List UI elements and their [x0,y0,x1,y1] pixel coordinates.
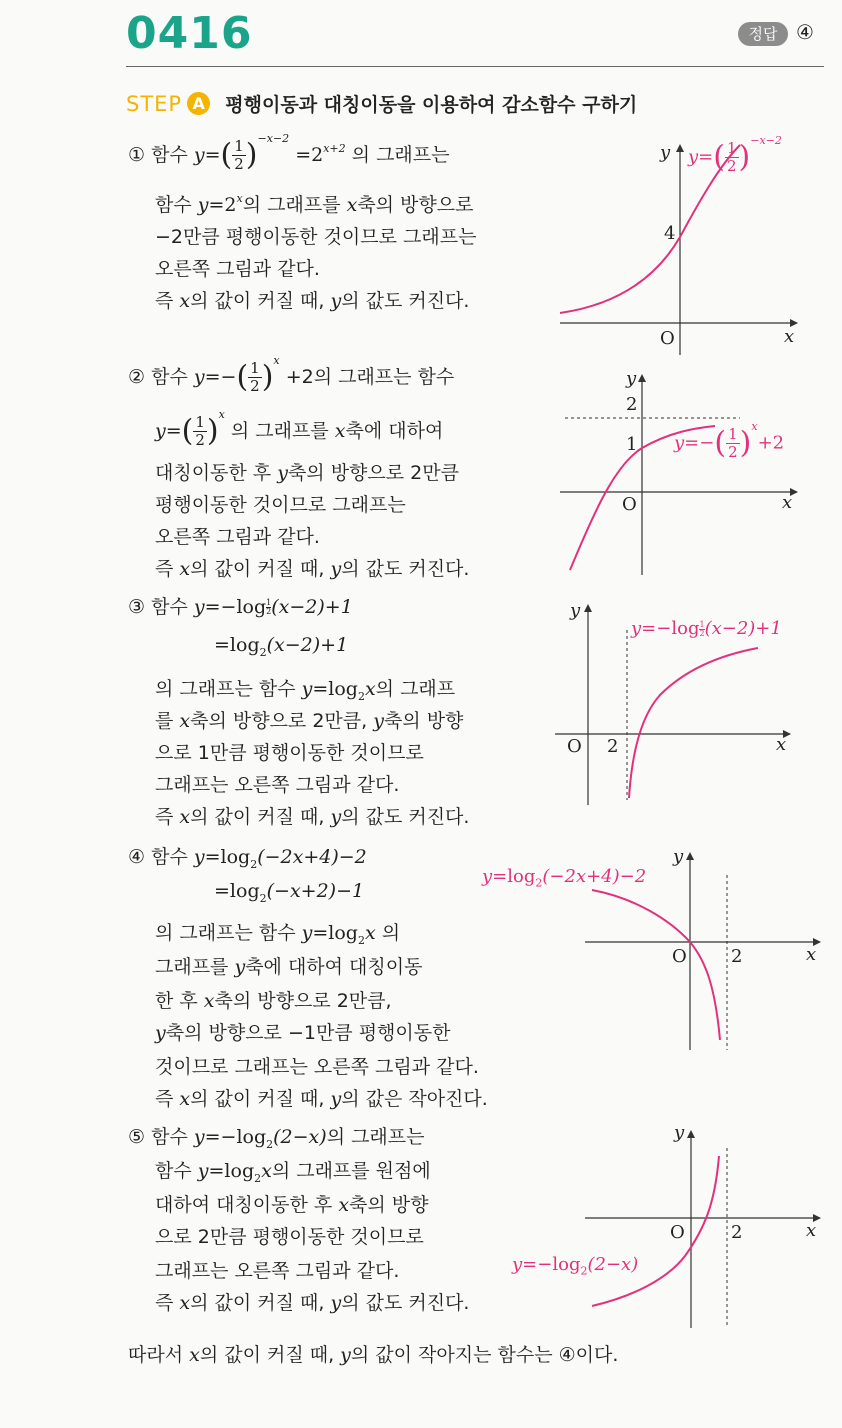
graph5-curve [592,1156,719,1306]
item4-line2: $=\log_2(-x+2)-1$ [214,880,365,905]
item2-line6: 즉 x의 값이 커질 때, y의 값도 커진다. [155,558,470,580]
g3-x-label: x [776,734,787,755]
item3-line5: 으로 1만큼 평행이동한 것이므로 [155,742,424,764]
g1-equation: y=( $\frac{1}{2}$ )$^{-x-2}$ [688,133,782,175]
g4-tick-2: 2 [731,946,743,967]
graph4-curve [592,890,720,1040]
item3-line7: 즉 x의 값이 커질 때, y의 값도 커진다. [155,806,470,828]
g4-x-label: x [806,944,817,965]
g5-origin: O [670,1222,685,1243]
item1-line1: ① 함수 y=( $\frac{1}{2}$ )$^{-x-2} =2^{x+2}$ 의 그래프는 [128,131,450,173]
g4-origin: O [672,946,687,967]
g5-tick-2: 2 [731,1222,743,1243]
g1-tick-4: 4 [664,223,676,244]
item5-line4: 으로 2만큼 평행이동한 것이므로 [155,1226,424,1248]
item2-line2: y=( $\frac{1}{2}$ )$^x$ 의 그래프를 x축에 대하여 [155,407,444,449]
conclusion: 따라서 x의 값이 커질 때, y의 값이 작아지는 함수는 ④이다. [128,1344,619,1366]
item4-line6: y축의 방향으로 −1만큼 평행이동한 [155,1022,451,1044]
g4-y-label: y [673,846,684,867]
g2-x-label: x [782,492,793,513]
item3-line2: $=\log_2(x-2)+1$ [214,634,349,659]
g3-origin: O [567,736,582,757]
g5-y-label: y [674,1122,685,1143]
g5-x-label: x [806,1220,817,1241]
step-heading [126,90,637,117]
item2-line5: 오른쪽 그림과 같다. [155,526,320,548]
g1-x-label: x [784,326,795,347]
graph-2 [555,370,805,580]
item4-line8: 즉 x의 값이 커질 때, y의 값은 작아진다. [155,1088,488,1110]
item1-line5: 즉 x의 값이 커질 때, y의 값도 커진다. [155,290,470,312]
item5-line5: 그래프는 오른쪽 그림과 같다. [155,1260,400,1282]
g2-y-label: y [626,368,637,389]
g2-tick-1: 1 [626,434,638,455]
item5-line3: 대하여 대칭이동한 후 x축의 방향 [155,1194,429,1216]
g4-equation: $y=\log_2(-2x+4)-2$ [482,866,647,890]
g1-origin: O [660,328,675,349]
answer-value: ④ [796,20,814,44]
item2-line4: 평행이동한 것이므로 그래프는 [155,494,406,516]
item4-line5: 한 후 x축의 방향으로 2만큼, [155,990,392,1012]
item3-line4: 를 x축의 방향으로 2만큼, y축의 방향 [155,710,464,732]
graph3-curve [629,648,758,798]
graph-5 [580,1128,825,1333]
g5-equation: $y=-\log_2(2-x)$ [512,1254,639,1278]
g1-y-label: y [660,142,671,163]
g3-equation: y=−log $\frac{1}{2}$ (x−2)+1 [631,618,782,639]
item5-line6: 즉 x의 값이 커질 때, y의 값도 커진다. [155,1292,470,1314]
g2-origin: O [622,494,637,515]
item3-line3: 의 그래프는 함수 $y=\log_2x$의 그래프 [155,678,456,703]
g3-y-label: y [570,600,581,621]
step-badge: A [187,92,210,115]
item5-line1: ⑤ 함수 $y=-\log_2(2-x)$의 그래프는 [128,1126,425,1151]
step-title: 평행이동과 대칭이동을 이용하여 감소함수 구하기 [225,94,638,116]
header-divider [126,66,824,67]
item3-line6: 그래프는 오른쪽 그림과 같다. [155,774,400,796]
g3-tick-2: 2 [607,736,619,757]
item1-line2: 함수 $y=2^x$의 그래프를 x축의 방향으로 [155,191,474,216]
g2-tick-2: 2 [626,394,638,415]
item3-line1: ③ 함수 y=−log $\frac{1}{2}$ (x−2)+1 [128,596,353,618]
item4-line4: 그래프를 y축에 대하여 대칭이동 [155,956,423,978]
item5-line2: 함수 $y=\log_2x$의 그래프를 원점에 [155,1160,431,1185]
item4-line7: 것이므로 그래프는 오른쪽 그림과 같다. [155,1056,479,1078]
g2-equation: y=−( $\frac{1}{2}$ )$^x$+2 [674,419,785,461]
step-label: STEP [126,92,183,116]
item1-line3: −2만큼 평행이동한 것이므로 그래프는 [155,226,477,248]
item4-line1: ④ 함수 $y=\log_2(-2x+4)-2$ [128,846,367,871]
problem-number: 0416 [126,8,253,59]
item1-line4: 오른쪽 그림과 같다. [155,258,320,280]
item4-line3: 의 그래프는 함수 $y=\log_2x$ 의 [155,922,401,947]
item2-line3: 대칭이동한 후 y축의 방향으로 2만큼 [155,462,459,484]
answer-badge: 정답 [738,22,788,46]
item2-line1: ② 함수 y=−( $\frac{1}{2}$ )$^x$ +2의 그래프는 함수 [128,353,455,395]
